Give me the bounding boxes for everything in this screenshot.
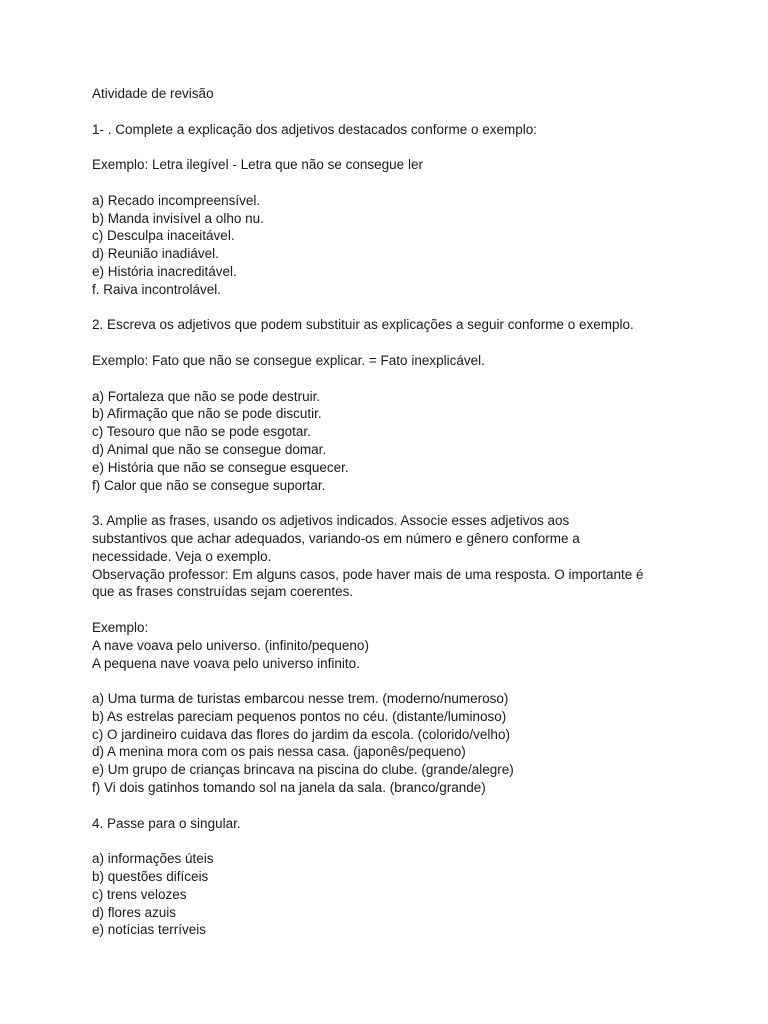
question-3-example-line: A nave voava pelo universo. (infinito/pequeno) xyxy=(92,637,369,653)
question-3-item: c) O jardineiro cuidava das flores do jardim da escola. (colorido/velho) xyxy=(92,726,510,742)
question-4-item: e) notícias terríveis xyxy=(92,922,207,938)
question-2-heading: 2. Escreva os adjetivos que podem substituir as explicações a seguir conforme o exemplo. xyxy=(92,317,634,333)
question-1-heading: 1- . Complete a explicação dos adjetivos destacados conforme o exemplo: xyxy=(92,121,537,137)
spacer xyxy=(92,334,732,352)
question-3-item: e) Um grupo de crianças brincava na piscina do clube. (grande/alegre) xyxy=(92,762,514,778)
question-1-item: f. Raiva incontrolável. xyxy=(92,281,222,297)
page-title: Atividade de revisão xyxy=(92,86,214,101)
question-3-heading-line: necessidade. Veja o exemplo. xyxy=(92,548,272,564)
spacer xyxy=(92,797,732,815)
spacer xyxy=(92,103,732,121)
question-2-example: Exemplo: Fato que não se consegue explicar. = Fato inexplicável. xyxy=(92,352,485,368)
question-3-heading-line: que as frases construídas sejam coerentes. xyxy=(92,584,354,600)
question-2-item: f) Calor que não se consegue suportar. xyxy=(92,477,326,493)
question-3-heading-line: Observação professor: Em alguns casos, pode haver mais de uma resposta. O importante é xyxy=(92,566,644,582)
question-3-item: f) Vi dois gatinhos tomando sol na janela da sala. (branco/grande) xyxy=(92,780,486,796)
question-2-item: c) Tesouro que não se pode esgotar. xyxy=(92,424,311,440)
question-3-item: a) Uma turma de turistas embarcou nesse trem. (moderno/numeroso) xyxy=(92,691,509,707)
question-3-heading-line: substantivos que achar adequados, variando-os em número e gênero conforme a xyxy=(92,530,580,546)
document-page xyxy=(92,85,732,939)
question-4-item: a) informações úteis xyxy=(92,851,214,867)
question-1-item: e) História inacreditável. xyxy=(92,263,237,279)
question-1-item: b) Manda invisível a olho nu. xyxy=(92,210,264,226)
question-2-item: a) Fortaleza que não se pode destruir. xyxy=(92,388,321,404)
spacer xyxy=(92,832,732,850)
spacer xyxy=(92,138,732,156)
question-1-item: a) Recado incompreensível. xyxy=(92,192,261,208)
question-4-item: b) questões difíceis xyxy=(92,869,209,885)
spacer xyxy=(92,494,732,512)
question-1-item: d) Reunião inadiável. xyxy=(92,246,219,262)
spacer xyxy=(92,299,732,317)
question-2-item: e) História que não se consegue esquecer. xyxy=(92,459,349,475)
question-1-example: Exemplo: Letra ilegível - Letra que não se consegue ler xyxy=(92,157,423,173)
question-3-example-label: Exemplo: xyxy=(92,619,149,635)
question-3-example-line: A pequena nave voava pelo universo infinito. xyxy=(92,655,360,671)
question-3-item: b) As estrelas pareciam pequenos pontos no céu. (distante/luminoso) xyxy=(92,708,507,724)
question-3-heading-line: 3. Amplie as frases, usando os adjetivos indicados. Associe esses adjetivos aos xyxy=(92,513,570,529)
question-2-item: d) Animal que não se consegue domar. xyxy=(92,441,327,457)
question-3-item: d) A menina mora com os pais nessa casa. (japonês/pequeno) xyxy=(92,744,466,760)
question-4-heading: 4. Passe para o singular. xyxy=(92,815,241,831)
question-1-item: c) Desculpa inaceitável. xyxy=(92,228,235,244)
spacer xyxy=(92,601,732,619)
question-2-item: b) Afirmação que não se pode discutir. xyxy=(92,406,322,422)
spacer xyxy=(92,174,732,192)
question-4-item: c) trens velozes xyxy=(92,886,187,902)
question-4-item: d) flores azuis xyxy=(92,904,177,920)
spacer xyxy=(92,370,732,388)
spacer xyxy=(92,672,732,690)
